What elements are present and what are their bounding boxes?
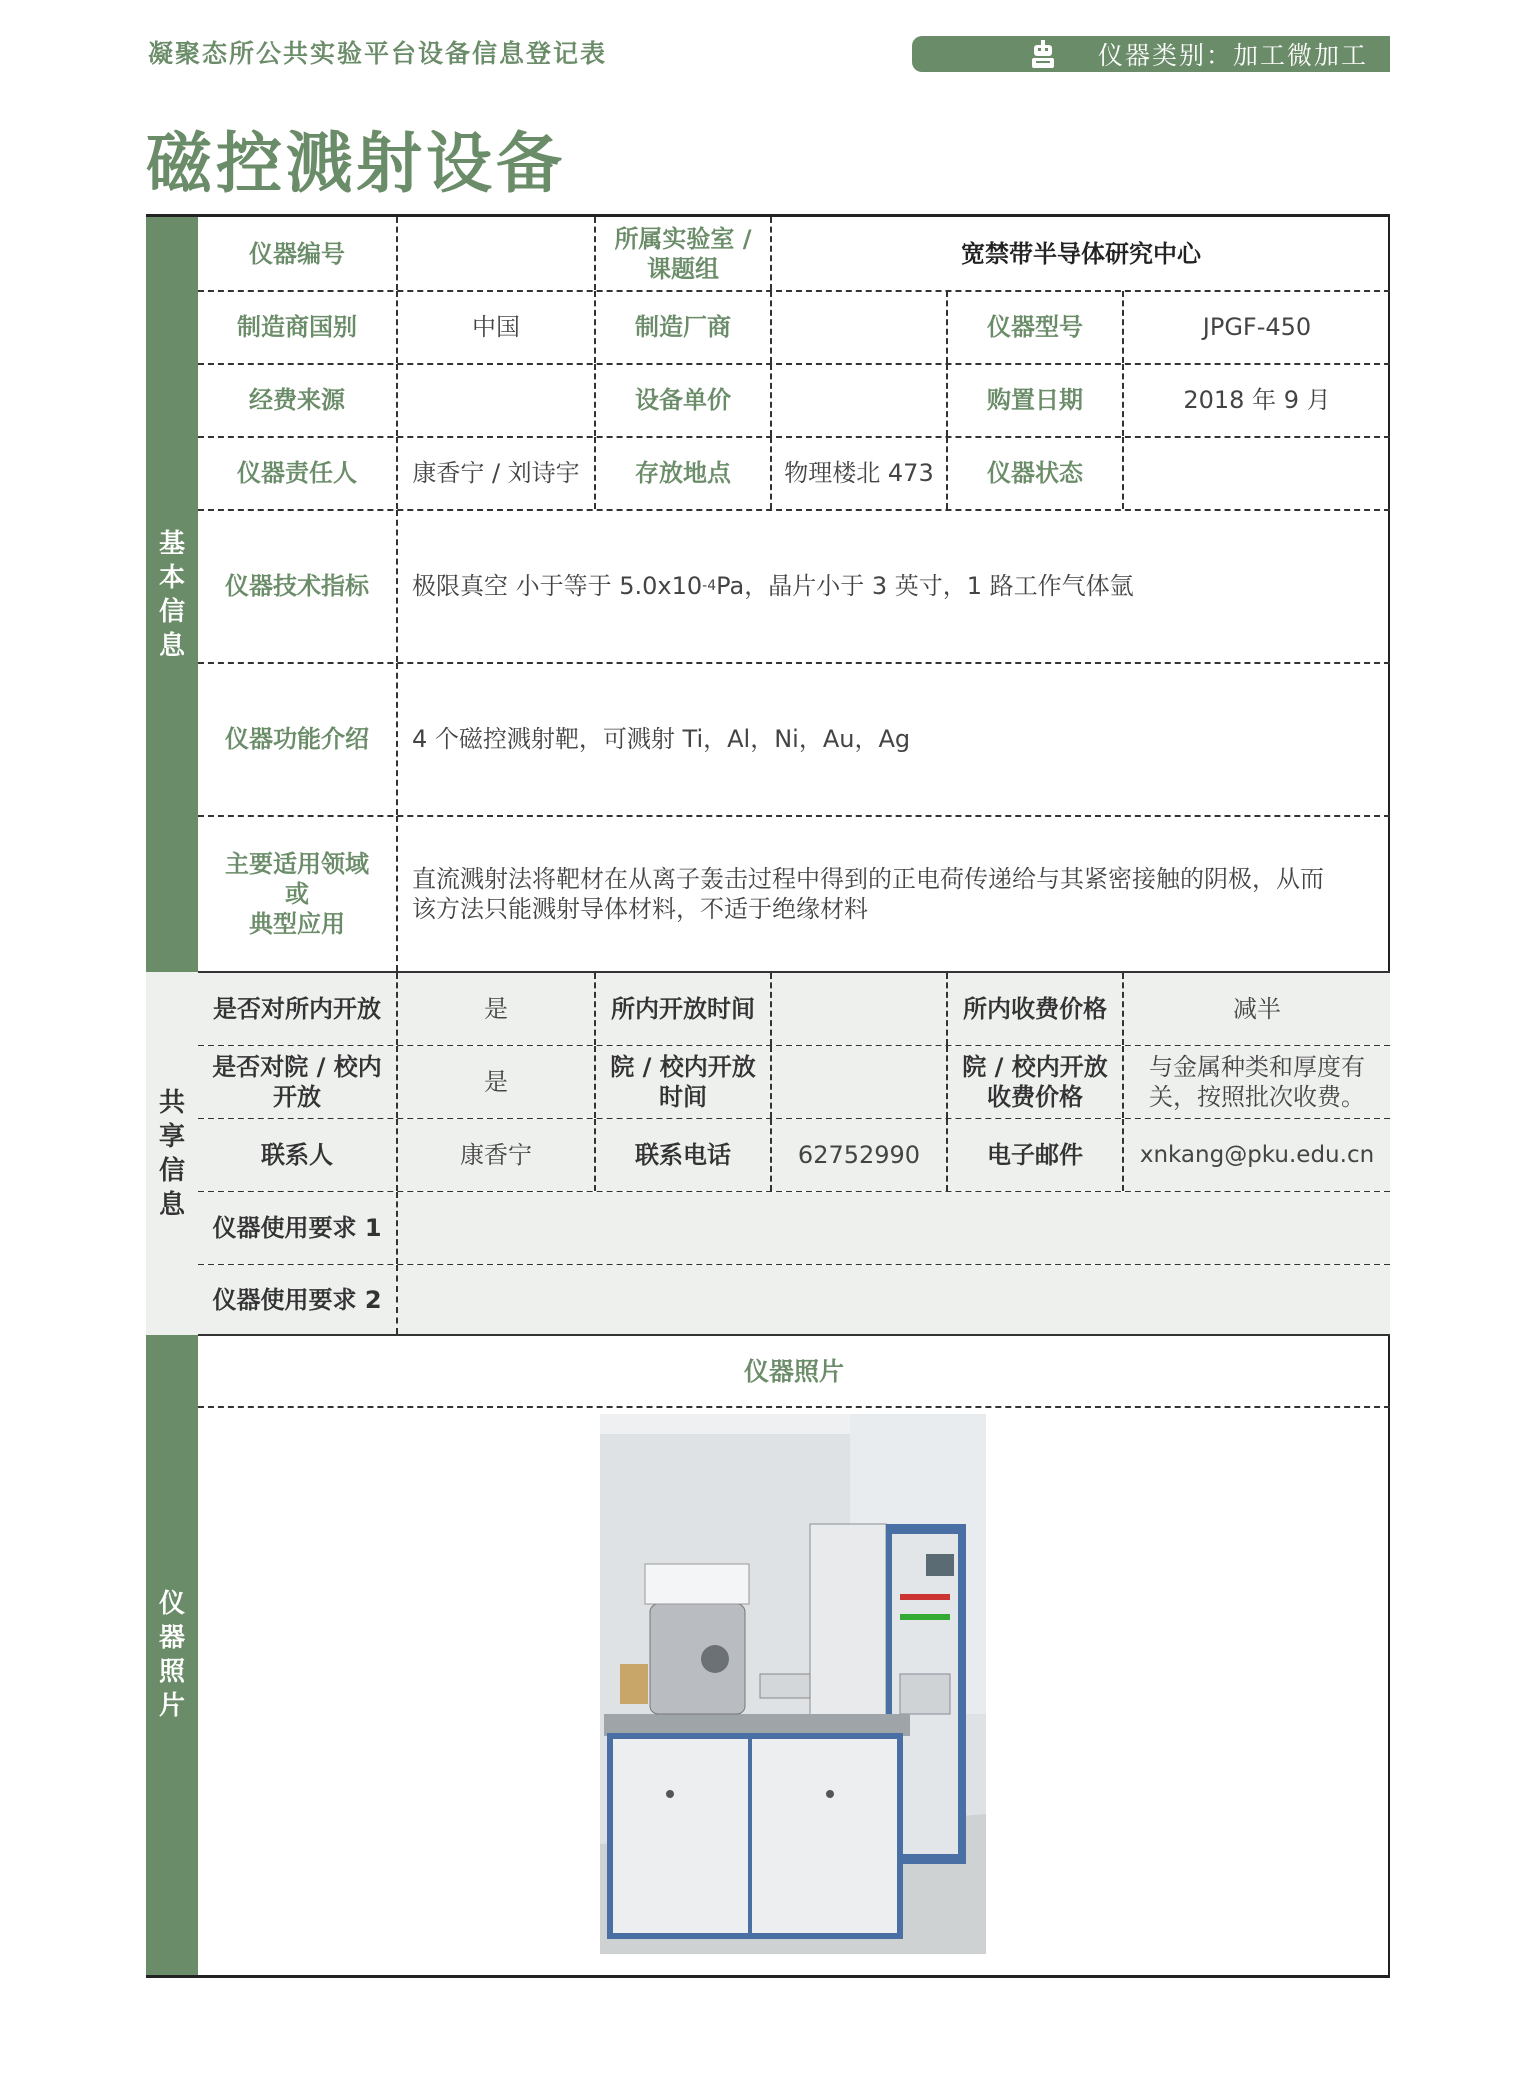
function-label: 仪器功能介绍 <box>225 725 369 753</box>
table-row <box>198 1265 1390 1334</box>
open-school-value: 是 <box>396 1046 594 1118</box>
application-value: 直流溅射法将靶材在从离子轰击过程中得到的正电荷传递给与其紧密接触的阴极，从而 该方法只能溅射导体材料，不适于绝缘材料 <box>396 816 1390 971</box>
school-fee-value: 与金属种类和厚度有 关，按照批次收费。 <box>1122 1046 1390 1118</box>
phone-label: 联系电话 <box>594 1119 770 1191</box>
table-row <box>198 291 1390 363</box>
contact-label: 联系人 <box>261 1141 333 1169</box>
price-value <box>770 364 946 436</box>
instrument-id-value <box>396 217 594 290</box>
institute-fee-label: 所内收费价格 <box>946 973 1122 1045</box>
email-label: 电子邮件 <box>946 1119 1122 1191</box>
institute-fee-value: 减半 <box>1122 973 1390 1045</box>
table-row <box>198 364 1390 436</box>
spec-value: 极限真空 小于等于 5.0x10 -4 Pa，晶片小于 3 英寸，1 路工作气体氩 <box>396 510 1390 662</box>
email-link[interactable]: xnkang@pku.edu.cn <box>1122 1119 1390 1191</box>
section-share-info: 共 享 信 息 <box>146 972 198 1335</box>
registry-header-title: 凝聚态所公共实验平台设备信息登记表 <box>148 39 608 68</box>
table-row <box>198 816 1390 971</box>
lab-value: 宽禁带半导体研究中心 <box>770 217 1390 290</box>
open-institute-label: 是否对所内开放 <box>213 995 381 1023</box>
section-basic-info: 基 本 信 息 <box>146 217 198 972</box>
usage-requirement-1-label: 仪器使用要求 1 <box>212 1214 382 1242</box>
location-value: 物理楼北 473 <box>770 437 946 509</box>
spec-label: 仪器技术指标 <box>225 572 369 600</box>
table-row <box>198 663 1390 815</box>
table-row <box>198 1046 1390 1118</box>
country-value: 中国 <box>396 291 594 363</box>
instrument-id-label: 仪器编号 <box>249 239 345 268</box>
category-badge <box>912 36 1390 72</box>
application-label: 主要适用领域 或 典型应用 <box>225 849 369 938</box>
status-value <box>1122 437 1390 509</box>
sputtering-machine-illustration <box>600 1414 986 1954</box>
table-row <box>198 217 1390 290</box>
section-photo: 仪 器 照 片 <box>146 1335 198 1975</box>
usage-requirement-2-label: 仪器使用要求 2 <box>212 1285 382 1314</box>
robot-icon <box>1028 39 1058 69</box>
category-value: 加工微加工 <box>1232 41 1368 70</box>
country-label: 制造商国别 <box>237 313 357 341</box>
location-label: 存放地点 <box>594 437 770 509</box>
school-time-value <box>770 1046 946 1118</box>
instrument-photo <box>600 1414 986 1954</box>
lab-label: 所属实验室 / 课题组 <box>594 217 770 290</box>
model-value: JPGF-450 <box>1122 291 1390 363</box>
open-institute-value: 是 <box>396 973 594 1045</box>
usage-requirement-1-value <box>396 1192 1390 1264</box>
price-label: 设备单价 <box>594 364 770 436</box>
purchase-date-label: 购置日期 <box>946 364 1122 436</box>
status-label: 仪器状态 <box>946 437 1122 509</box>
model-label: 仪器型号 <box>946 291 1122 363</box>
category-label: 仪器类别： <box>1097 41 1233 70</box>
open-school-label: 是否对院 / 校内 开放 <box>212 1053 382 1111</box>
owner-label: 仪器责任人 <box>237 459 357 487</box>
function-value: 4 个磁控溅射靶，可溅射 Ti，Al，Ni，Au，Ag <box>396 663 1390 815</box>
contact-value: 康香宁 <box>396 1119 594 1191</box>
fund-label: 经费来源 <box>249 386 345 414</box>
table-row <box>198 1192 1390 1264</box>
fund-value <box>396 364 594 436</box>
photo-section-title: 仪器照片 <box>743 1357 844 1386</box>
school-time-label: 院 / 校内开放 时间 <box>594 1046 770 1118</box>
maker-label: 制造厂商 <box>594 291 770 363</box>
maker-value <box>770 291 946 363</box>
owner-value: 康香宁 / 刘诗宇 <box>396 437 594 509</box>
institute-time-value <box>770 973 946 1045</box>
school-fee-label: 院 / 校内开放 收费价格 <box>946 1046 1122 1118</box>
table-row <box>198 437 1390 509</box>
purchase-date-value: 2018 年 9 月 <box>1122 364 1390 436</box>
usage-requirement-2-value <box>396 1265 1390 1334</box>
table-row <box>198 1119 1390 1191</box>
table-row <box>198 973 1390 1045</box>
table-row <box>198 510 1390 662</box>
phone-value: 62752990 <box>770 1119 946 1191</box>
institute-time-label: 所内开放时间 <box>594 973 770 1045</box>
page-title: 磁控溅射设备 <box>146 125 566 202</box>
